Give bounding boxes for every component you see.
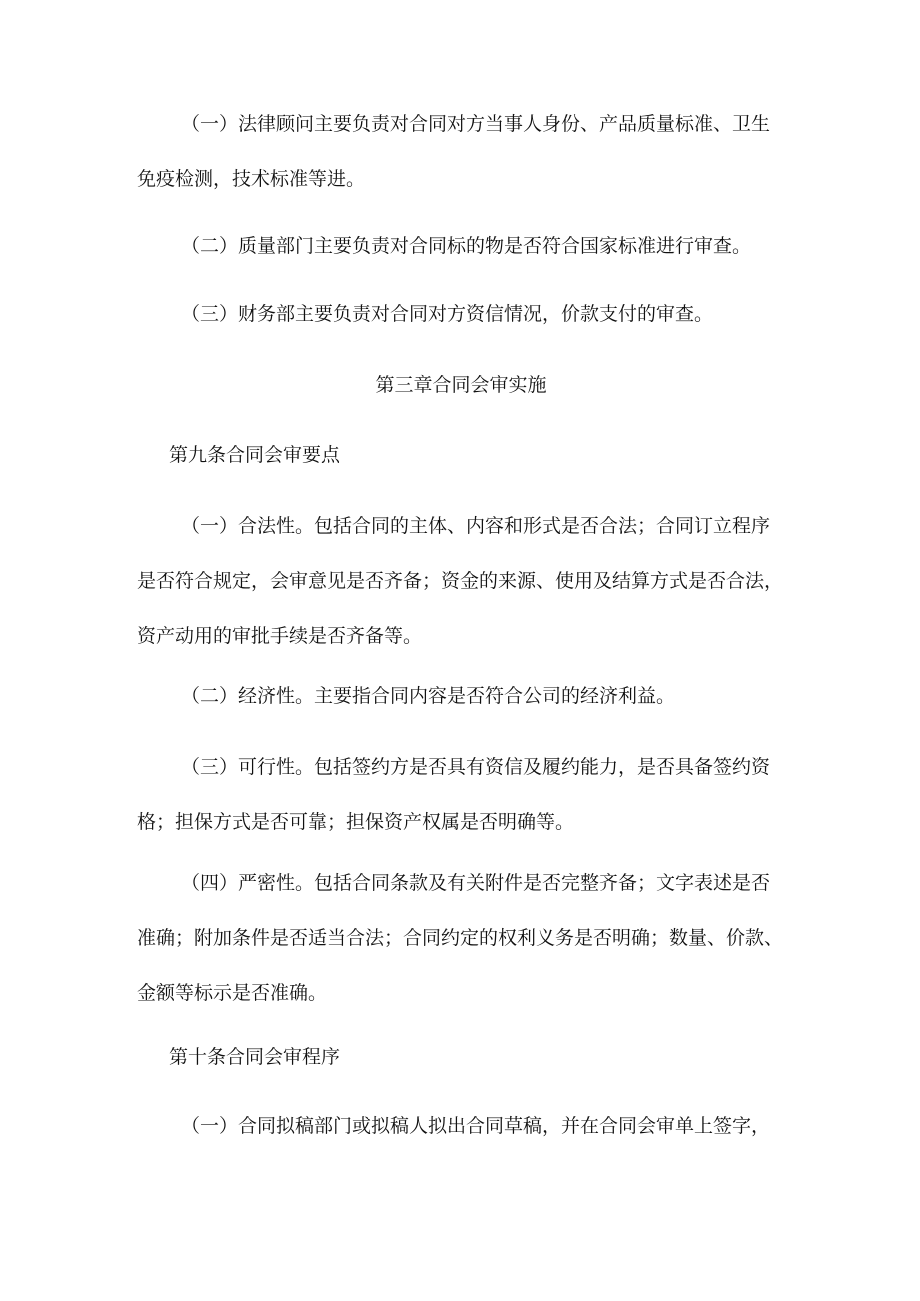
paragraph-rigor: （四）严密性。包括合同条款及有关附件是否完整齐备；文字表述是否准确；附加条件是否适当合法；合同约定的权利义务是否明确；数量、价款、金额等标示是否准确。	[137, 872, 784, 1004]
article-ten-heading: 第十条合同会审程序	[169, 1046, 341, 1068]
paragraph-legal-counsel: （一）法律顾问主要负责对合同对方当事人身份、产品质量标准、卫生免疫检测，技术标准等进。	[137, 113, 771, 190]
paragraph-drafting: （一）合同拟稿部门或拟稿人拟出合同草稿，并在合同会审单上签字，	[181, 1115, 771, 1137]
article-nine-heading: 第九条合同会审要点	[169, 444, 341, 466]
paragraph-legality: （一）合法性。包括合同的主体、内容和形式是否合法；合同订立程序是否符合规定，会审意见是否齐备；资金的来源、使用及结算方式是否合法，资产动用的审批手续是否齐备等。	[137, 515, 784, 647]
paragraph-quality-department: （二）质量部门主要负责对合同标的物是否符合国家标准进行审查。	[181, 235, 752, 257]
paragraph-feasibility: （三）可行性。包括签约方是否具有资信及履约能力，是否具备签约资格；担保方式是否可靠；担保资产权属是否明确等。	[137, 756, 771, 833]
chapter-heading: 第三章合同会审实施	[375, 374, 547, 396]
paragraph-finance-department: （三）财务部主要负责对合同对方资信情况，价款支付的审查。	[181, 303, 714, 325]
paragraph-economy: （二）经济性。主要指合同内容是否符合公司的经济利益。	[181, 685, 676, 707]
